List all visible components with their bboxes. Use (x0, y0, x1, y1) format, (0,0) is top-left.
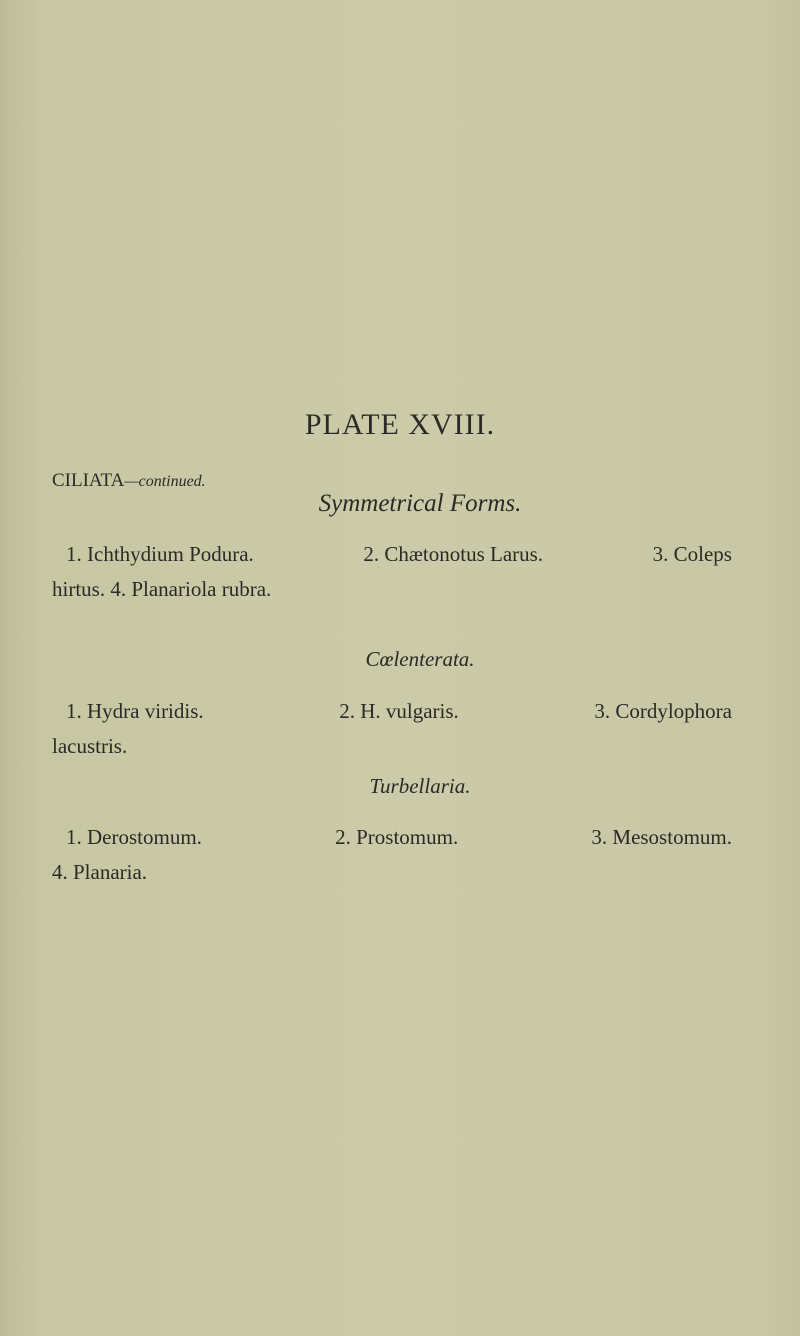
list-symmetrical-forms (52, 537, 732, 607)
list-item: 3. Cordylophora (594, 699, 732, 723)
section-continued: —continued. (124, 473, 206, 490)
list-item: 2. H. vulgaris. (339, 699, 459, 723)
heading-coelenterata: Cœlenterata. (365, 647, 475, 671)
list-line-continuation: lacustris. (52, 734, 128, 758)
heading-symmetrical-forms: Symmetrical Forms. (318, 490, 522, 517)
list-item: 1. Hydra viridis. (66, 699, 204, 723)
section-label (52, 470, 206, 492)
list-line-continuation: hirtus. 4. Planariola rubra. (52, 577, 272, 601)
section-name: CILIATA (52, 470, 125, 491)
list-line (52, 694, 732, 729)
list-item: 3. Mesostomum. (591, 825, 732, 849)
list-item: 1. Derostomum. (66, 825, 202, 849)
list-item: 3. Coleps (652, 542, 732, 566)
list-coelenterata (52, 694, 732, 764)
list-item: 2. Prostomum. (335, 825, 459, 849)
plate-title: PLATE XVIII. (304, 408, 496, 441)
list-item: 1. Ichthydium Podura. (66, 542, 254, 566)
heading-turbellaria: Turbellaria. (369, 774, 471, 798)
list-line (52, 820, 732, 855)
list-line (52, 537, 732, 572)
list-item: 2. Chætonotus Larus. (363, 542, 544, 566)
list-turbellaria (52, 820, 732, 890)
list-line-continuation: 4. Planaria. (52, 860, 148, 884)
